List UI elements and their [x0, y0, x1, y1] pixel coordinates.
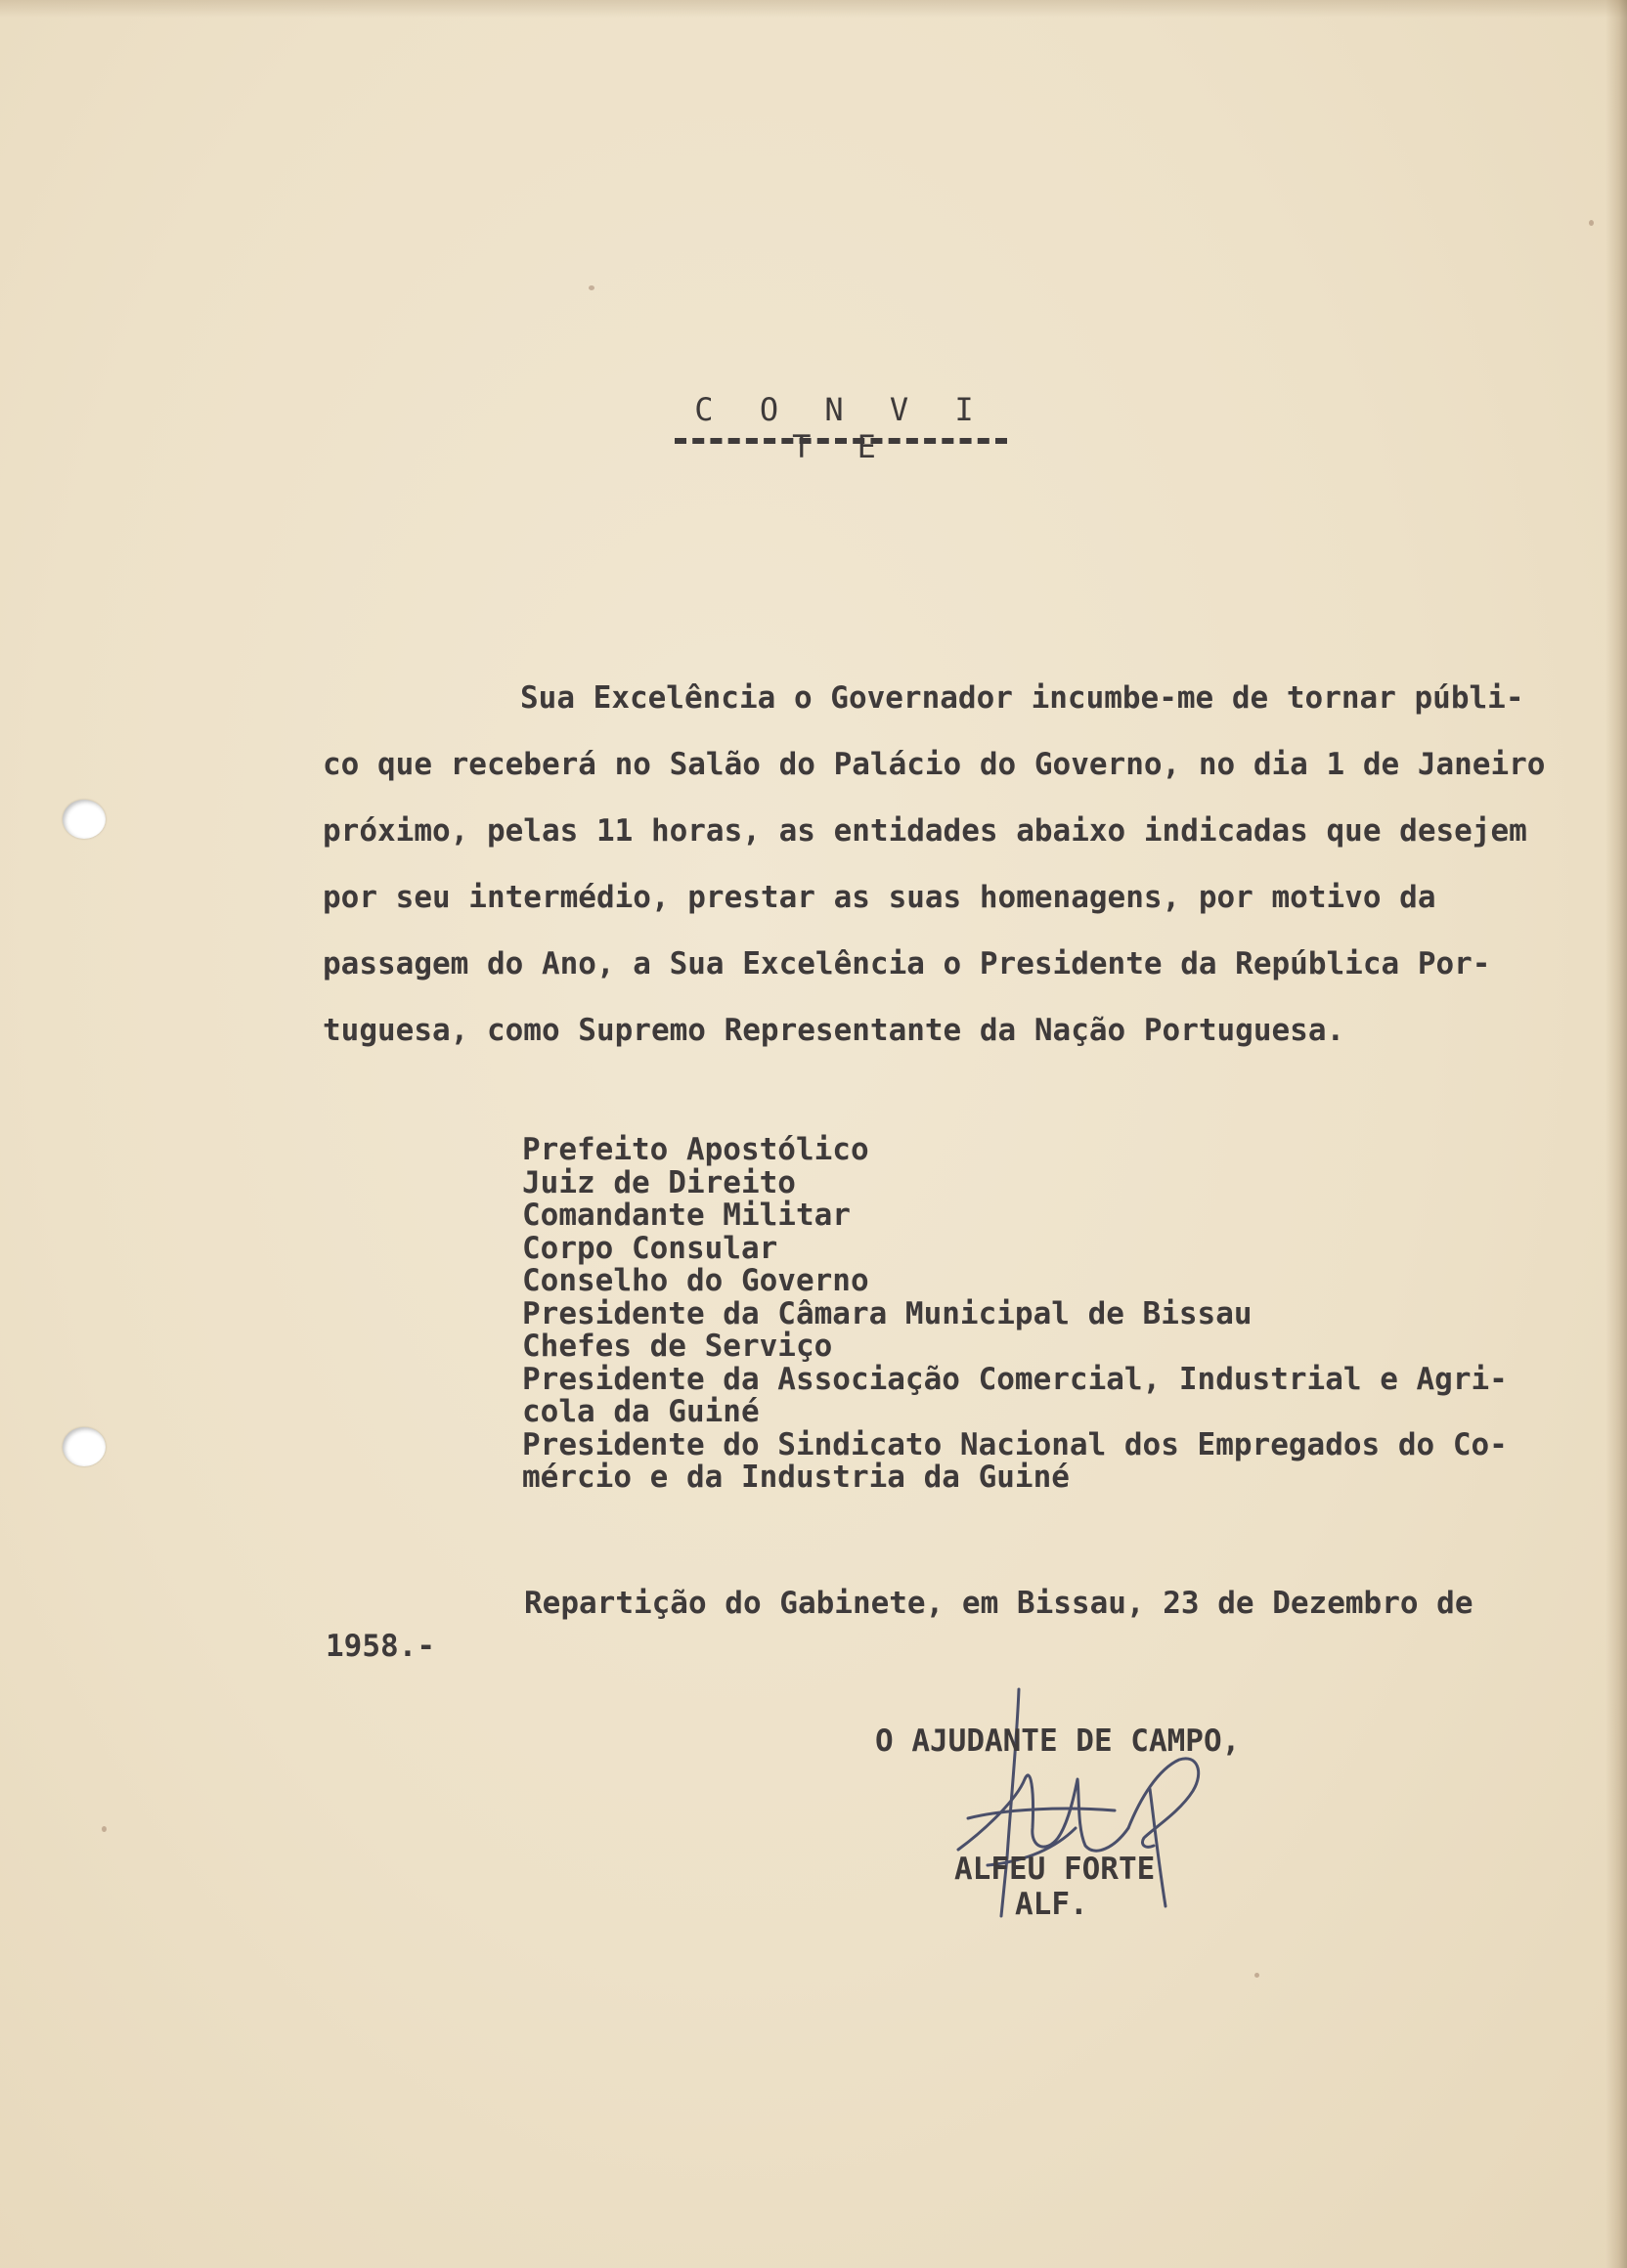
paragraph-line: tuguesa, como Supremo Representante da Nação Portuguesa.: [323, 1013, 1345, 1048]
entity-item: cola da Guiné: [522, 1394, 760, 1429]
entity-item: Presidente da Associação Comercial, Industrial e Agri-: [522, 1361, 1508, 1397]
paper-speck: [1589, 220, 1594, 226]
signatory-rank: ALF.: [1015, 1887, 1088, 1922]
paper-speck: [589, 285, 594, 290]
punch-hole-lower: [63, 1427, 106, 1466]
title-underline: [675, 438, 1007, 444]
document-title: C O N V I T E: [694, 391, 988, 465]
entity-item: mércio e da Industria da Guiné: [522, 1460, 1070, 1495]
paper-speck: [102, 1826, 107, 1832]
paragraph-line: Sua Excelência o Governador incumbe-me de tornar públi-: [520, 680, 1524, 716]
invitation-paragraph: [323, 665, 1613, 1064]
place-date-line: Repartição do Gabinete, em Bissau, 23 de Dezembro de: [524, 1586, 1473, 1621]
signature-stroke: [968, 1809, 1115, 1818]
paragraph-line: co que receberá no Salão do Palácio do Governo, no dia 1 de Janeiro: [323, 747, 1546, 782]
punch-hole-upper: [63, 800, 106, 839]
signature-stroke: [1128, 1759, 1199, 1847]
paper-speck: [1254, 1973, 1259, 1978]
entity-item: Presidente do Sindicato Nacional dos Empregados do Co-: [522, 1426, 1508, 1462]
year-line: 1958.-: [326, 1629, 435, 1664]
entity-item: Comandante Militar: [522, 1198, 851, 1233]
paragraph-line: passagem do Ano, a Sua Excelência o Presidente da República Por-: [323, 946, 1491, 981]
handwritten-signature: [948, 1681, 1232, 1936]
entity-item: Juiz de Direito: [522, 1164, 796, 1200]
entity-item: Prefeito Apostólico: [522, 1132, 869, 1167]
signature-stroke: [958, 1775, 1128, 1851]
entity-item: Presidente da Câmara Municipal de Bissau: [522, 1295, 1253, 1331]
paper-right-edge: [1605, 0, 1627, 2268]
signatory-title: O AJUDANTE DE CAMPO,: [875, 1723, 1241, 1759]
paper-top-edge: [0, 0, 1627, 18]
entities-list: [522, 1134, 1508, 1495]
entity-item: Conselho do Governo: [522, 1263, 869, 1298]
paragraph-line: próximo, pelas 11 horas, as entidades abaixo indicadas que desejem: [323, 813, 1527, 849]
paragraph-line: por seu intermédio, prestar as suas homenagens, por motivo da: [323, 880, 1436, 915]
entity-item: Corpo Consular: [522, 1230, 778, 1266]
signatory-name: ALFEU FORTE: [954, 1852, 1156, 1887]
entity-item: Chefes de Serviço: [522, 1329, 833, 1364]
